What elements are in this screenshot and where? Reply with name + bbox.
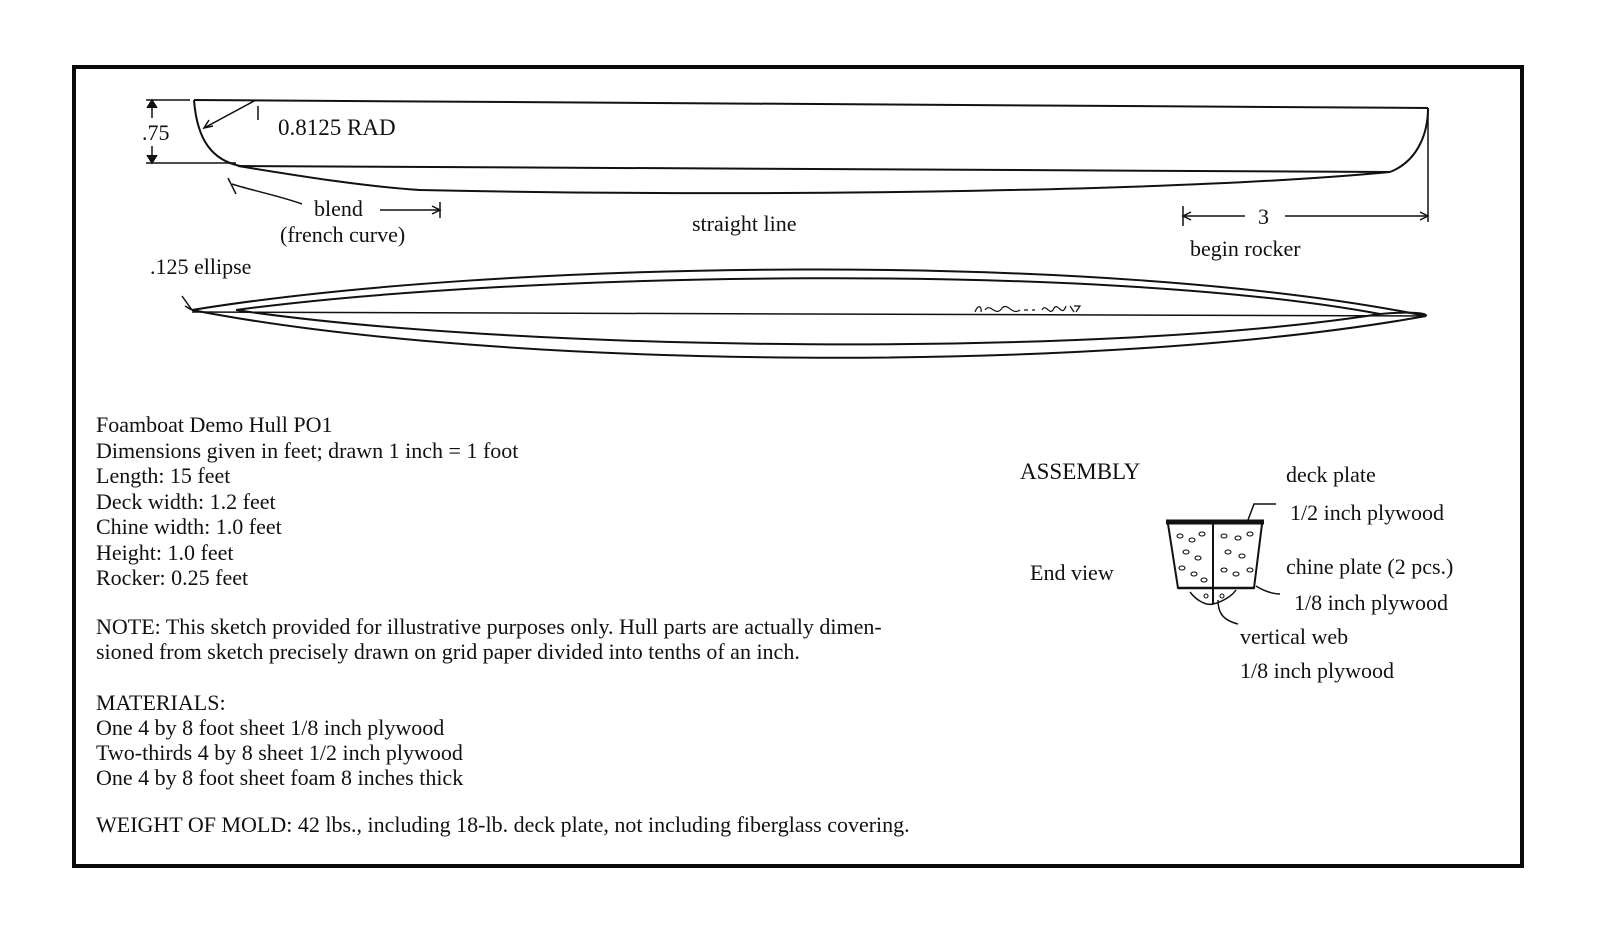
- stern-curve: [1390, 108, 1428, 172]
- rocker-dimension: [1183, 110, 1428, 229]
- chine-line: [240, 166, 1390, 172]
- plan-view: [182, 269, 1426, 357]
- note-line-1: NOTE: This sketch provided for illustrative purposes only. Hull parts are actually dimen-: [96, 614, 882, 639]
- vertical-web-label: vertical web: [1240, 624, 1349, 649]
- end-view-assembly: [1166, 504, 1280, 624]
- begin-rocker-label: begin rocker: [1190, 236, 1301, 261]
- blend-label: blend: [314, 196, 363, 221]
- radius-label: 0.8125 RAD: [278, 115, 396, 140]
- deck-plate-label: deck plate: [1286, 462, 1376, 487]
- spec-chine-width: Chine width: 1.0 feet: [96, 514, 282, 539]
- materials-list: [96, 690, 463, 790]
- bottom-line: [238, 166, 1390, 193]
- chine-plate-label: chine plate (2 pcs.): [1286, 554, 1454, 579]
- spec-length: Length: 15 feet: [96, 463, 231, 488]
- end-view-label: End view: [1030, 560, 1114, 585]
- material-item: Two-thirds 4 by 8 sheet 1/2 inch plywood: [96, 740, 463, 765]
- drafter-signature: [975, 306, 1080, 312]
- deck-plate-leader: [1248, 504, 1276, 520]
- spec-title: Foamboat Demo Hull PO1: [96, 412, 333, 437]
- radius-leader: [204, 100, 258, 128]
- mold-weight: [96, 812, 910, 838]
- mold-weight-text: : 42 lbs., including 18-lb. deck plate, not including fiberglass covering.: [286, 812, 910, 837]
- deck-plate-spec: 1/2 inch plywood: [1290, 500, 1444, 525]
- material-item: One 4 by 8 foot sheet foam 8 inches thick: [96, 765, 464, 790]
- ellipse-label: .125 ellipse: [150, 254, 252, 279]
- side-profile: [194, 100, 1428, 193]
- assembly-heading: ASSEMBLY: [1020, 459, 1141, 484]
- french-curve-label: (french curve): [280, 222, 406, 247]
- straight-line-label: straight line: [692, 211, 797, 236]
- materials-heading: MATERIALS:: [96, 690, 226, 715]
- deck-line: [194, 100, 1428, 108]
- illustration-note: [96, 614, 882, 664]
- rocker-dimension-label: 3: [1258, 204, 1269, 229]
- mold-weight-label: WEIGHT OF MOLD: [96, 812, 287, 837]
- material-item: One 4 by 8 foot sheet 1/8 inch plywood: [96, 715, 445, 740]
- note-line-2: sioned from sketch precisely drawn on grid paper divided into tenths of an inch.: [96, 639, 800, 664]
- spec-deck-width: Deck width: 1.2 feet: [96, 488, 276, 514]
- bow-curve: [194, 100, 240, 166]
- hull-specs: [96, 412, 518, 591]
- chine-plate-spec: 1/8 inch plywood: [1294, 590, 1448, 615]
- vertical-web-spec: 1/8 inch plywood: [1240, 658, 1394, 683]
- vertical-web-leader: [1218, 600, 1238, 624]
- chine-plate-leader: [1256, 586, 1280, 594]
- spec-rocker: Rocker: 0.25 feet: [96, 565, 249, 590]
- spec-height: Height: 1.0 feet: [96, 539, 234, 565]
- outer-deck-outline: [192, 269, 1426, 316]
- spec-units: Dimensions given in feet; drawn 1 inch = 1 foot: [96, 437, 519, 463]
- height-label: .75: [142, 120, 170, 145]
- centerline: [192, 312, 1426, 316]
- inner-chine-outline: [236, 278, 1380, 314]
